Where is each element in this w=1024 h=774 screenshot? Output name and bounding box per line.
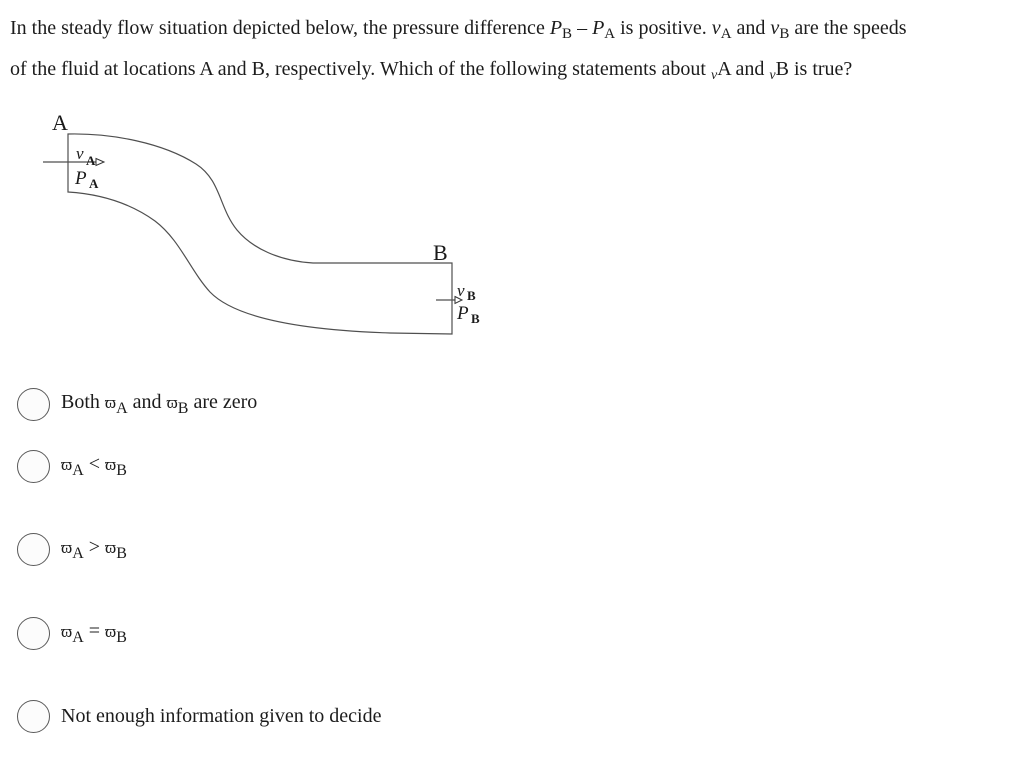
radio-button[interactable] [17,388,50,421]
var-v-low: v [710,68,718,83]
pipe-outline [68,134,452,334]
sub-B: B [116,629,127,646]
sub-A: A [72,545,84,562]
label-vB-sub: B [467,288,476,303]
question-line-2: of the fluid at locations A and B, respectively. Which of the following statements about $_v$A and $_v$B is true? [10,58,853,83]
label-vA-sub: A [86,153,96,168]
pi-symbol: ϖ [105,538,117,557]
label-B: B [433,240,448,265]
radio-option-a-less-b[interactable] [17,450,127,483]
sub-A: A [604,26,616,42]
pi-symbol: ϖ [61,538,73,557]
pi-symbol: ϖ [61,622,73,641]
radio-button[interactable] [17,450,50,483]
question-text [10,11,1014,93]
label-PA: P [75,168,87,189]
var-v-low: v [769,68,776,83]
pi-symbol: ϖ [105,455,117,474]
label-PB: P [457,303,469,324]
option-label: $ϖ_A > ϖ_B$ [61,536,127,562]
var-P: P [549,17,563,39]
radio-option-a-greater-b[interactable] [17,533,127,566]
label-vB: v [457,281,465,300]
var-P: P [592,17,605,39]
pipe-diagram-svg [0,100,520,360]
option-label: $ϖ_A < ϖ_B$ [61,453,127,479]
question-line-1: In the steady flow situation depicted below, the pressure difference $P_B - P_A$ is positive. $v_A$ and $v_B$ are the speeds [10,17,907,42]
label-PA-sub: A [89,176,99,191]
pipe-diagram [0,100,520,360]
radio-option-not-enough-info[interactable] [17,700,381,733]
label-PB-sub: B [471,311,480,326]
cap-A: A [717,58,731,80]
sub-A: A [116,400,128,417]
sub-B: B [116,545,127,562]
cap-B: B [775,58,789,80]
option-label: $ϖ_A = ϖ_B$ [61,620,127,646]
label-vA: v [76,144,84,163]
radio-button[interactable] [17,700,50,733]
option-label: Not enough information given to decide [61,705,382,727]
sub-B: B [177,400,189,417]
pi-symbol: ϖ [105,622,117,641]
option-label: Both $ϖ_A$ and $ϖ_B$ are zero [61,391,258,417]
var-v: v [770,17,780,39]
var-v: v [711,17,721,39]
pi-symbol: ϖ [61,455,73,474]
label-A: A [52,110,68,135]
sub-A: A [72,462,84,479]
flow-arrow-a-head [96,159,104,166]
radio-button[interactable] [17,533,50,566]
sub-B: B [779,26,790,42]
sub-A: A [720,26,732,42]
sub-A: A [72,629,84,646]
radio-option-a-equal-b[interactable] [17,617,127,650]
radio-button[interactable] [17,617,50,650]
sub-B: B [562,26,573,42]
pi-symbol: ϖ [104,393,117,412]
sub-B: B [116,462,127,479]
radio-option-both-zero[interactable] [17,388,257,421]
pi-symbol: ϖ [166,393,178,412]
